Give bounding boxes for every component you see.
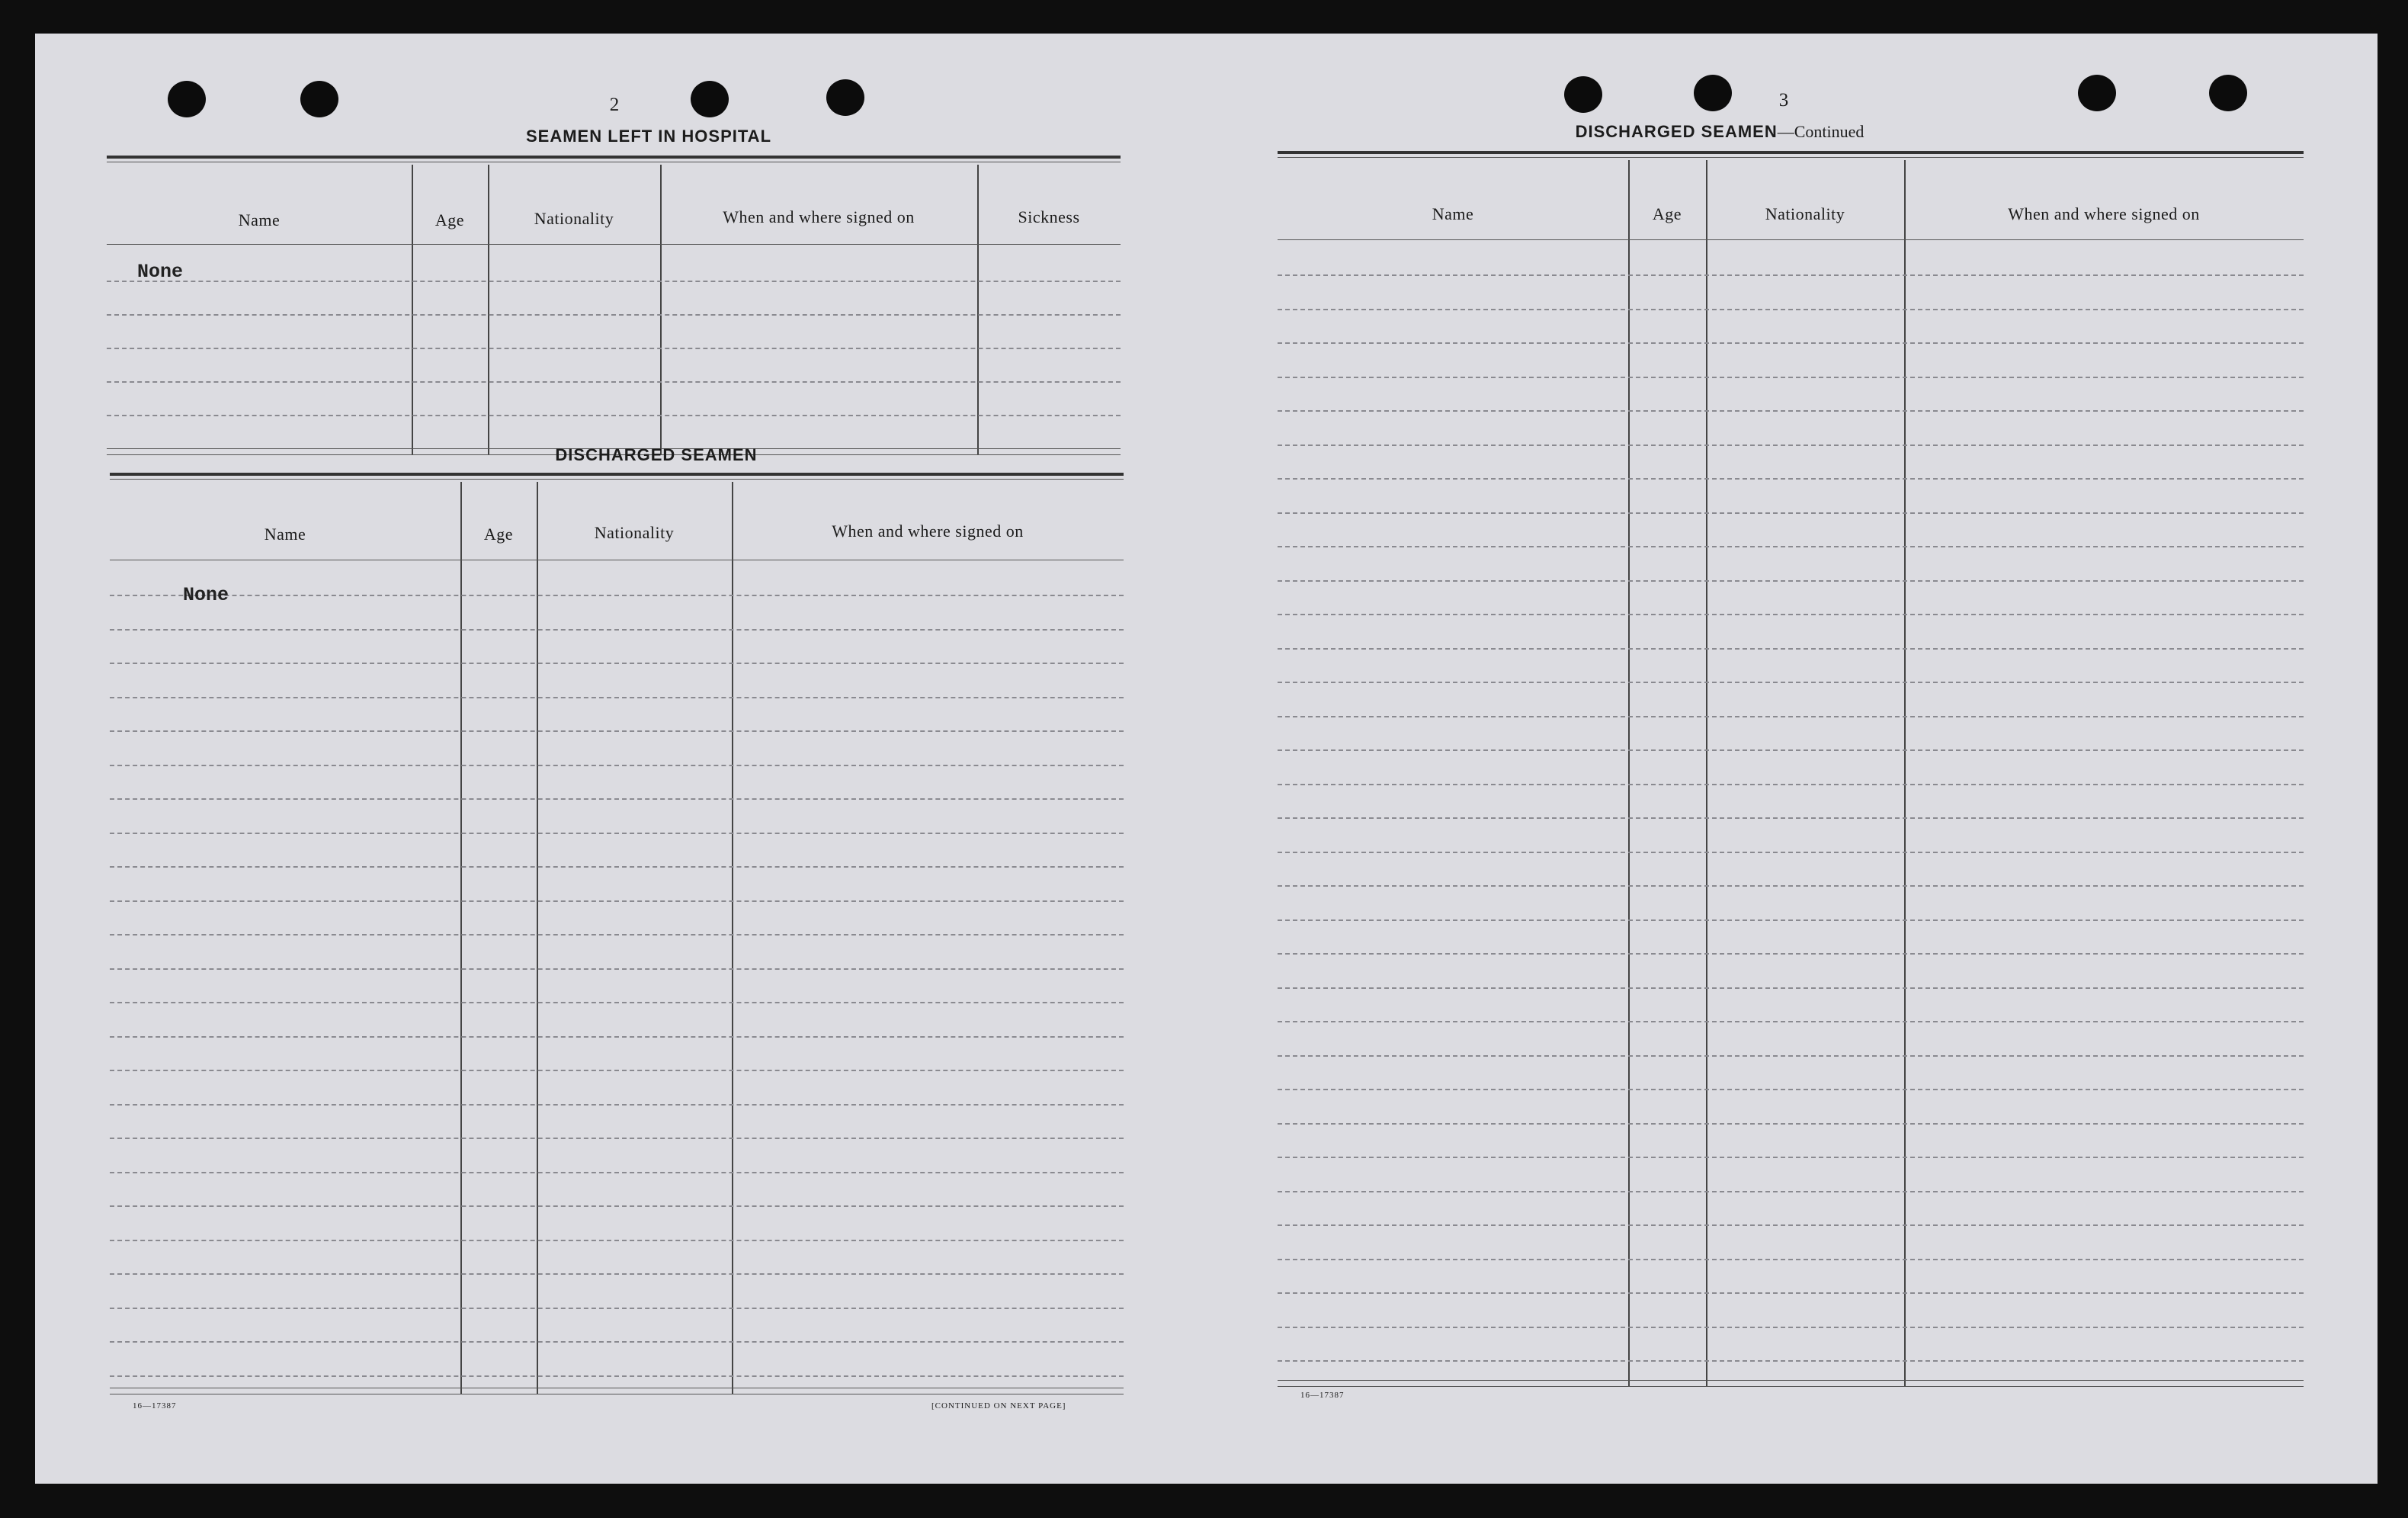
discharged-entry: None: [183, 584, 229, 606]
table-row-line: [110, 1036, 1124, 1038]
table-row-line: [110, 1308, 1124, 1309]
table-row-line: [1278, 885, 2304, 887]
form-number-left: 16—17387: [133, 1401, 177, 1410]
table-row-line: [1278, 1123, 2304, 1125]
page-number-left: 2: [609, 95, 620, 115]
table-row-line: [110, 1240, 1124, 1241]
table-row-line: [1278, 919, 2304, 921]
table-row-line: [110, 595, 1124, 596]
title-suffix: —Continued: [1777, 122, 1865, 141]
table-row-line: [110, 934, 1124, 936]
table-row-line: [1278, 342, 2304, 344]
table-row-line: [110, 1375, 1124, 1377]
table-row-line: [110, 1341, 1124, 1343]
table-row-line: [1278, 410, 2304, 412]
discharged-continued-title: [1552, 122, 1887, 142]
table-row-line: [1278, 1157, 2304, 1158]
hospital-section-title: SEAMEN LEFT IN HOSPITAL: [525, 127, 772, 146]
table-row-line: [1278, 1224, 2304, 1226]
table-row-line: [110, 1172, 1124, 1173]
table-row-line: [1278, 274, 2304, 276]
table-row-line: [110, 629, 1124, 631]
table-row-line: [1278, 1292, 2304, 1294]
table-row-line: [1278, 682, 2304, 683]
discharged-section-title: DISCHARGED SEAMEN: [555, 445, 758, 464]
table-row-line: [1278, 953, 2304, 955]
table-row-line: [1278, 784, 2304, 785]
table-row-line: [1278, 987, 2304, 989]
column-header-signed-on: When and where signed on: [723, 207, 915, 226]
punch-hole: [1694, 75, 1732, 111]
table-row-line: [110, 730, 1124, 732]
form-number-right: 16—17387: [1300, 1391, 1345, 1400]
table-row-line: [1278, 648, 2304, 650]
column-header-nationality: Nationality: [534, 209, 614, 228]
discharged-table: [110, 473, 1124, 1398]
column-header-age: Age: [1652, 204, 1682, 223]
column-header-age: Age: [483, 525, 514, 544]
table-row-line: [1278, 546, 2304, 547]
column-header-sickness: Sickness: [1018, 207, 1080, 226]
table-row-line: [110, 1002, 1124, 1003]
column-header-age: Age: [434, 210, 465, 229]
column-header-name: Name: [264, 525, 306, 544]
table-row-line: [110, 663, 1124, 664]
punch-hole: [168, 81, 206, 117]
table-row-line: [1278, 852, 2304, 853]
column-header-name: Name: [238, 210, 281, 229]
table-row-line: [110, 1104, 1124, 1106]
table-row-line: [1278, 1021, 2304, 1022]
table-row-line: [1278, 478, 2304, 480]
column-header-name: Name: [1432, 204, 1474, 223]
table-row-line: [1278, 1089, 2304, 1090]
table-row-line: [1278, 309, 2304, 310]
punch-hole: [2078, 75, 2116, 111]
table-row-line: [110, 1205, 1124, 1207]
hospital-table: [107, 156, 1121, 457]
table-row-line: [1278, 580, 2304, 582]
table-row-line: [110, 1273, 1124, 1275]
table-row-line: [110, 697, 1124, 698]
table-row-line: [1278, 1055, 2304, 1057]
table-row-line: [1278, 749, 2304, 751]
punch-hole: [1564, 76, 1602, 113]
table-row-line: [110, 798, 1124, 800]
column-header-nationality: Nationality: [594, 523, 675, 542]
hospital-entry: None: [137, 261, 184, 283]
table-row-line: [1278, 444, 2304, 446]
column-header-signed-on: When and where signed on: [2008, 204, 2200, 223]
discharged-continued-table: [1278, 151, 2304, 1417]
table-row-line: [110, 1070, 1124, 1071]
table-row-line: [1278, 1259, 2304, 1260]
table-row-line: [110, 900, 1124, 902]
continued-note: [CONTINUED ON NEXT PAGE]: [931, 1401, 1066, 1410]
page-number-right: 3: [1778, 90, 1789, 111]
title-text: DISCHARGED SEAMEN: [1575, 122, 1778, 141]
table-row-line: [110, 866, 1124, 868]
table-row-line: [1278, 1327, 2304, 1328]
punch-hole: [300, 81, 338, 117]
punch-hole: [691, 81, 729, 117]
table-row-line: [110, 968, 1124, 970]
table-row-line: [1278, 1360, 2304, 1362]
table-row-line: [1278, 377, 2304, 378]
table-row-line: [1278, 817, 2304, 819]
punch-hole: [826, 79, 864, 116]
table-row-line: [110, 765, 1124, 766]
manifest-sheet: [35, 34, 2378, 1484]
column-header-signed-on: When and where signed on: [832, 522, 1024, 541]
table-row-line: [1278, 1191, 2304, 1192]
table-row-line: [1278, 614, 2304, 615]
punch-hole: [2209, 75, 2247, 111]
table-row-line: [110, 1138, 1124, 1139]
table-row-line: [1278, 512, 2304, 514]
table-row-line: [1278, 716, 2304, 717]
column-header-nationality: Nationality: [1765, 204, 1845, 223]
table-row-line: [110, 833, 1124, 834]
